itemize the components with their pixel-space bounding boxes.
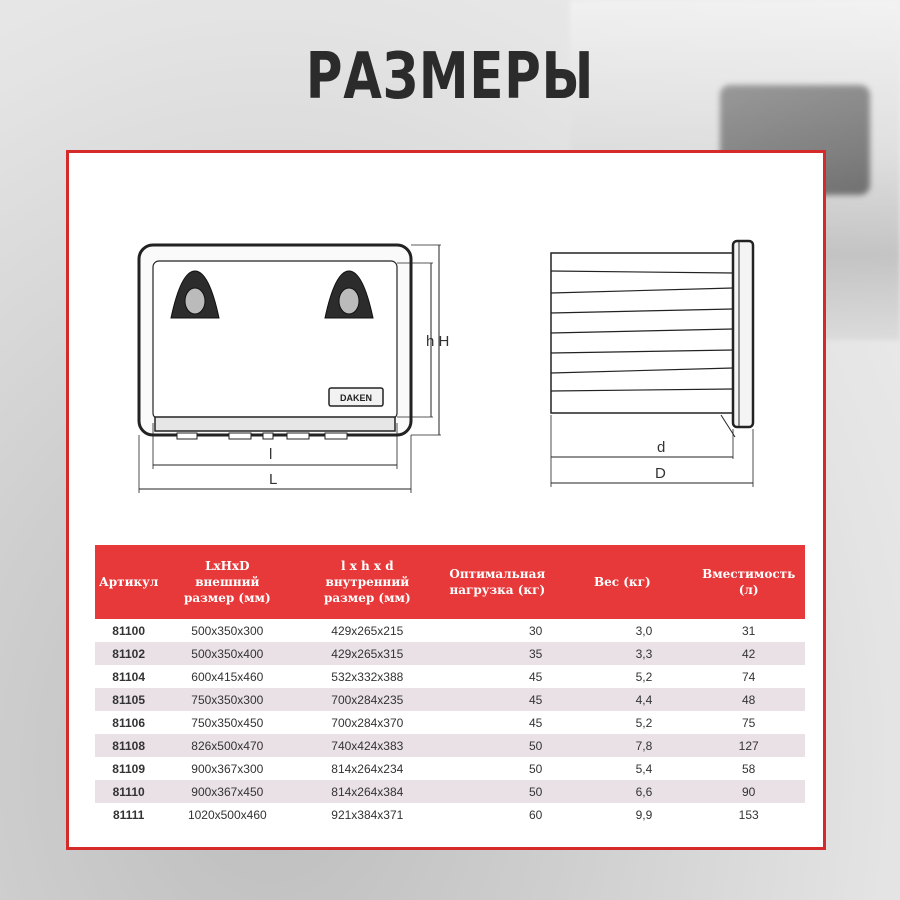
load-cell: 60 xyxy=(528,807,543,822)
outer-length-label: L xyxy=(269,471,278,488)
inner-size-cell: 700x284x370 xyxy=(331,715,404,730)
dimensions-table xyxy=(95,545,805,826)
outer-depth-label: D xyxy=(655,465,666,482)
article-cell: 81104 xyxy=(112,669,146,684)
weight-cell: 7,8 xyxy=(552,734,692,757)
weight-cell: 9,9 xyxy=(635,807,653,822)
weight-cell: 5,2 xyxy=(635,715,653,730)
table-row xyxy=(95,711,805,734)
outer-size-cell: 900x367x300 xyxy=(191,761,264,776)
inner-size-cell: 814x264x234 xyxy=(331,761,404,776)
outer-size-cell: 1020x500x460 xyxy=(187,807,267,822)
height-dimension-label: h H xyxy=(426,333,450,350)
outer-size-cell: 900x367x450 xyxy=(162,780,292,803)
volume-cell: 74 xyxy=(741,669,756,684)
inner-size-cell: 814x264x384 xyxy=(292,780,442,803)
outer-size-cell: 600x415x460 xyxy=(191,669,264,684)
volume-cell: 42 xyxy=(692,642,805,665)
outer-size-cell: 750x350x450 xyxy=(191,715,264,730)
load-cell: 45 xyxy=(528,715,543,730)
side-lid xyxy=(733,241,753,427)
article-cell: 81110 xyxy=(95,780,162,803)
load-cell: 45 xyxy=(442,688,552,711)
table-row xyxy=(95,665,805,688)
weight-cell: 3,0 xyxy=(635,623,653,638)
front-bottom-rail xyxy=(155,417,395,431)
outer-size-cell: 826x500x470 xyxy=(162,734,292,757)
header-inner-size: l x h x d внутренний размер (мм) xyxy=(292,545,442,619)
page-title: РАЗМЕРЫ xyxy=(305,40,595,114)
side-view xyxy=(551,241,753,487)
weight-cell: 3,3 xyxy=(552,642,692,665)
header-weight: Вес (кг) xyxy=(552,545,692,619)
load-cell: 50 xyxy=(442,734,552,757)
table-row xyxy=(95,688,805,711)
inner-length-label: l xyxy=(269,446,273,463)
outer-size-cell: 500x350x400 xyxy=(162,642,292,665)
volume-cell: 31 xyxy=(741,623,756,638)
article-cell: 81108 xyxy=(95,734,162,757)
inner-size-cell: 921x384x371 xyxy=(331,807,404,822)
inner-size-cell: 532x332x388 xyxy=(331,669,404,684)
inner-size-cell: 740x424x383 xyxy=(292,734,442,757)
load-cell: 50 xyxy=(442,780,552,803)
dimensions-panel xyxy=(66,150,826,850)
load-cell: 45 xyxy=(528,669,543,684)
article-cell: 81111 xyxy=(112,807,145,822)
header-load: Оптимальная нагрузка (кг) xyxy=(442,545,552,619)
inner-size-cell: 429x265x315 xyxy=(292,642,442,665)
table-body xyxy=(95,619,805,826)
volume-cell: 75 xyxy=(741,715,756,730)
load-cell: 50 xyxy=(528,761,543,776)
outer-size-cell: 500x350x300 xyxy=(191,623,264,638)
volume-cell: 90 xyxy=(692,780,805,803)
weight-cell: 4,4 xyxy=(552,688,692,711)
weight-cell: 6,6 xyxy=(552,780,692,803)
table-row xyxy=(95,734,805,757)
article-cell: 81106 xyxy=(112,715,146,730)
weight-cell: 5,4 xyxy=(635,761,653,776)
load-cell: 30 xyxy=(528,623,543,638)
article-cell: 81105 xyxy=(95,688,162,711)
table-row xyxy=(95,757,805,780)
article-cell: 81102 xyxy=(95,642,162,665)
header-outer-size: LxHxD внешний размер (мм) xyxy=(162,545,292,619)
inner-size-cell: 700x284x235 xyxy=(292,688,442,711)
volume-cell: 58 xyxy=(741,761,756,776)
article-cell: 81109 xyxy=(112,761,146,776)
table-row xyxy=(95,642,805,665)
inner-depth-label: d xyxy=(657,439,666,456)
load-cell: 35 xyxy=(442,642,552,665)
volume-cell: 48 xyxy=(692,688,805,711)
volume-cell: 127 xyxy=(692,734,805,757)
article-cell: 81100 xyxy=(112,623,146,638)
header-volume: Вместимость (л) xyxy=(692,545,805,619)
volume-cell: 153 xyxy=(738,807,759,822)
table-header-row xyxy=(95,545,805,619)
table-row xyxy=(95,780,805,803)
table-row xyxy=(95,619,805,642)
weight-cell: 5,2 xyxy=(635,669,653,684)
outer-size-cell: 750x350x300 xyxy=(162,688,292,711)
inner-size-cell: 429x265x215 xyxy=(331,623,404,638)
table-row xyxy=(95,803,805,826)
header-article: Артикул xyxy=(95,545,162,619)
logo-text: DAKEN xyxy=(339,393,373,403)
front-view xyxy=(139,245,441,493)
